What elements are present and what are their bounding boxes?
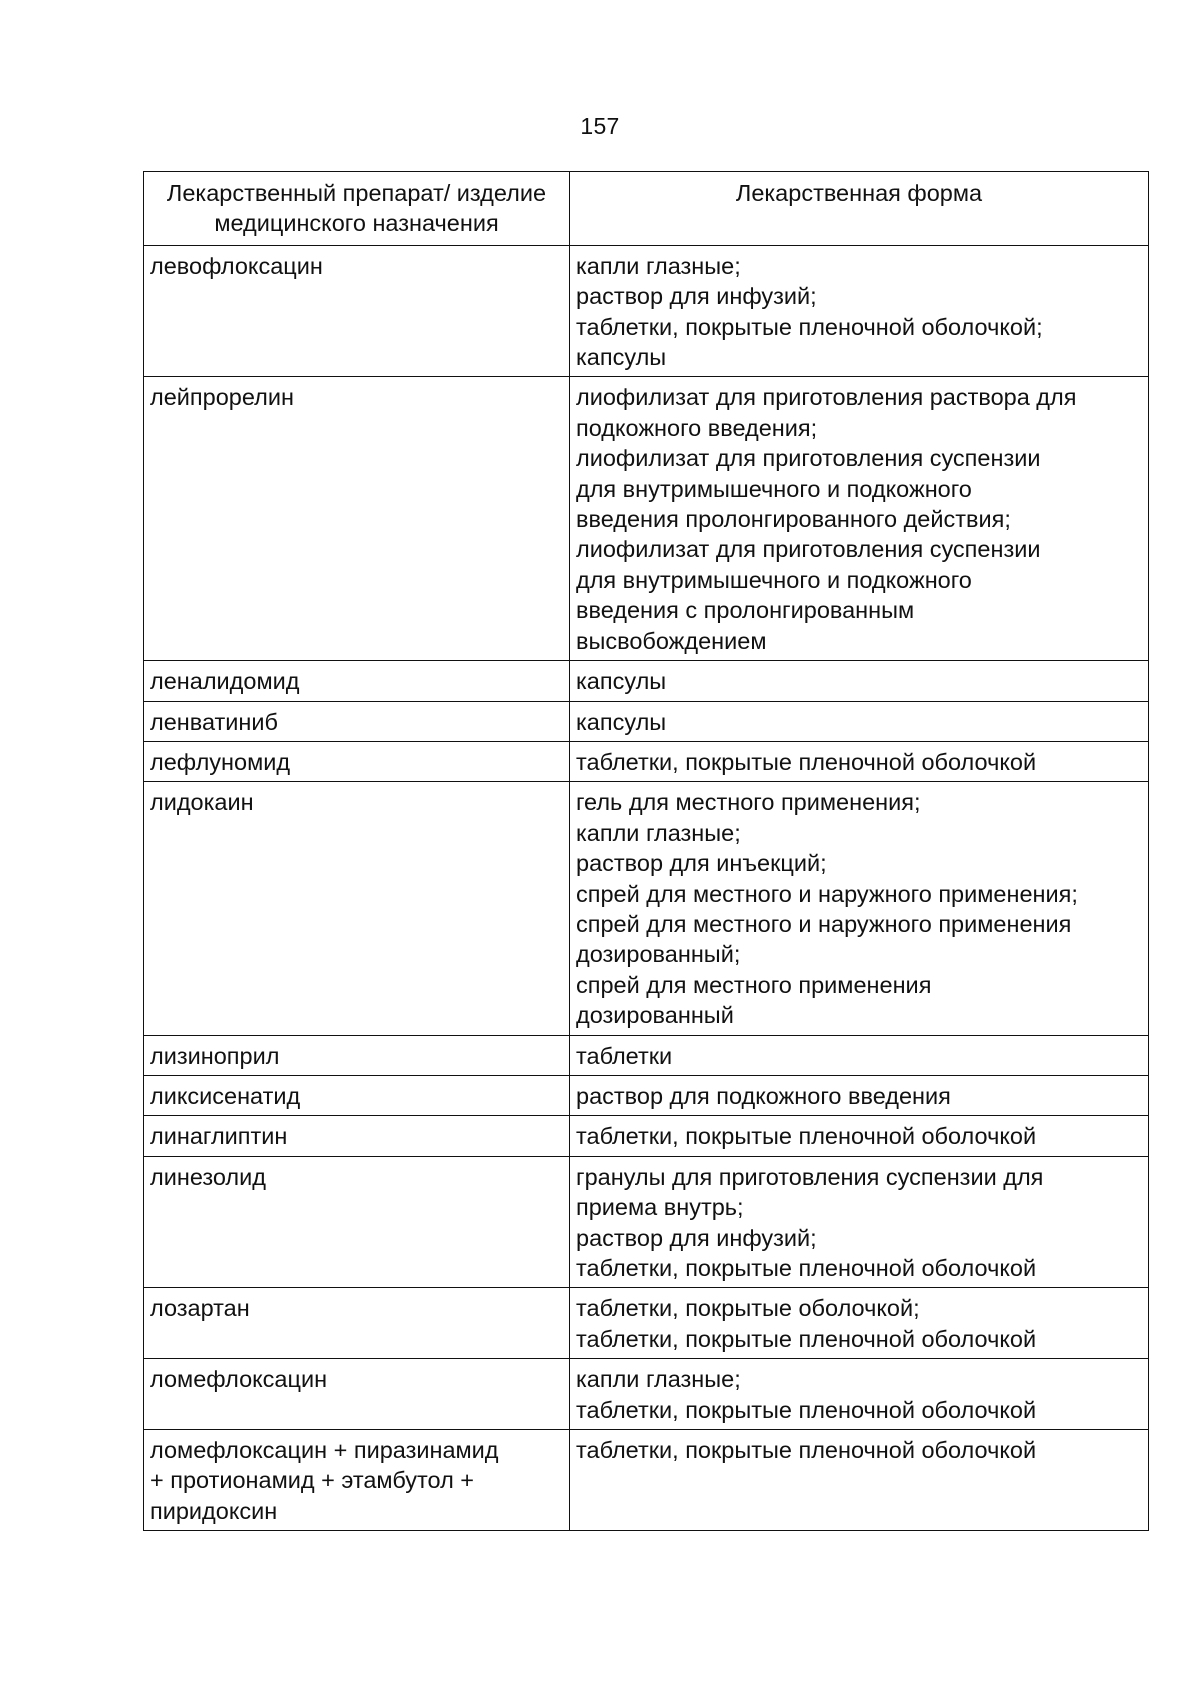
table-row xyxy=(144,1116,1149,1156)
drug-name: лозартан xyxy=(150,1295,250,1322)
dosage-form-line: капли глазные; xyxy=(576,1366,741,1393)
dosage-form-cell xyxy=(570,782,1149,1035)
drug-name-cell xyxy=(144,1075,570,1115)
dosage-form-cell xyxy=(570,741,1149,781)
drug-name-cell xyxy=(144,377,570,661)
drug-name-cell xyxy=(144,1116,570,1156)
drug-name: лефлуномид xyxy=(150,748,291,775)
drug-name: леналидомид xyxy=(150,668,300,695)
dosage-form-line: введения с пролонгированным xyxy=(576,597,915,624)
drug-name-cell xyxy=(144,1288,570,1359)
dosage-form-line: спрей для местного применения xyxy=(576,971,932,998)
drug-name: ломефлоксацин xyxy=(150,1366,328,1393)
dosage-form-line: таблетки, покрытые пленочной оболочкой xyxy=(576,748,1037,775)
table-header-row xyxy=(144,172,1149,246)
table-row xyxy=(144,782,1149,1035)
drug-name-line: ломефлоксацин + пиразинамид xyxy=(150,1437,499,1464)
dosage-form-cell xyxy=(570,1075,1149,1115)
dosage-form-line: гранулы для приготовления суспензии для xyxy=(576,1163,1044,1190)
dosage-form-line: капсулы xyxy=(576,668,667,695)
dosage-form-cell xyxy=(570,245,1149,377)
dosage-form-line: спрей для местного и наружного применения xyxy=(576,910,1072,937)
dosage-form-line: лиофилизат для приготовления суспензии xyxy=(576,536,1041,563)
drug-name-cell xyxy=(144,782,570,1035)
dosage-form-line: подкожного введения; xyxy=(576,414,818,441)
dosage-form-line: высвобождением xyxy=(576,627,767,654)
dosage-form-line: таблетки, покрытые пленочной оболочкой; xyxy=(576,313,1043,340)
dosage-form-line: приема внутрь; xyxy=(576,1194,744,1221)
dosage-form-line: капсулы xyxy=(576,344,667,371)
table-row xyxy=(144,1156,1149,1288)
dosage-form-line: дозированный xyxy=(576,1002,734,1029)
dosage-form-line: таблетки, покрытые пленочной оболочкой xyxy=(576,1396,1037,1423)
table-body xyxy=(144,245,1149,1530)
dosage-form-line: дозированный; xyxy=(576,941,741,968)
table-row xyxy=(144,701,1149,741)
drug-name-cell xyxy=(144,1430,570,1531)
drug-name: лидокаин xyxy=(150,789,254,816)
drug-name-cell xyxy=(144,741,570,781)
table-row xyxy=(144,661,1149,701)
drug-name: лизиноприл xyxy=(150,1042,280,1069)
drug-name-cell xyxy=(144,245,570,377)
dosage-form-line: лиофилизат для приготовления раствора для xyxy=(576,384,1077,411)
dosage-form-cell xyxy=(570,1035,1149,1075)
column-header-drug: Лекарственный препарат/ изделие медицинского назначения xyxy=(144,172,570,246)
dosage-form-line: раствор для подкожного введения xyxy=(576,1082,951,1109)
dosage-form-line: таблетки, покрытые пленочной оболочкой xyxy=(576,1437,1037,1464)
dosage-form-cell xyxy=(570,701,1149,741)
column-header-form: Лекарственная форма xyxy=(570,172,1149,246)
drug-name-cell xyxy=(144,1035,570,1075)
table-row xyxy=(144,1288,1149,1359)
dosage-form-line: спрей для местного и наружного применения; xyxy=(576,880,1078,907)
drug-name: ликсисенатид xyxy=(150,1082,301,1109)
drug-name: лейпрорелин xyxy=(150,384,294,411)
table-row xyxy=(144,1035,1149,1075)
table-row xyxy=(144,741,1149,781)
drug-name-line: пиридоксин xyxy=(150,1497,278,1524)
drug-table xyxy=(143,171,1149,1531)
dosage-form-cell xyxy=(570,1116,1149,1156)
dosage-form-line: таблетки, покрытые пленочной оболочкой xyxy=(576,1255,1037,1281)
dosage-form-cell xyxy=(570,1288,1149,1359)
dosage-form-cell xyxy=(570,1156,1149,1288)
drug-name: линаглиптин xyxy=(150,1123,288,1150)
table-row xyxy=(144,1075,1149,1115)
drug-name: ленватиниб xyxy=(150,708,278,735)
dosage-form-line: капсулы xyxy=(576,708,667,735)
table-row xyxy=(144,245,1149,377)
dosage-form-cell xyxy=(570,377,1149,661)
drug-name-cell xyxy=(144,1156,570,1288)
dosage-form-cell xyxy=(570,1359,1149,1430)
dosage-form-line: таблетки xyxy=(576,1042,673,1069)
table-row xyxy=(144,1430,1149,1531)
dosage-form-line: раствор для инфузий; xyxy=(576,1224,817,1251)
dosage-form-cell xyxy=(570,1430,1149,1531)
table-row xyxy=(144,377,1149,661)
dosage-form-line: капли глазные; xyxy=(576,819,741,846)
dosage-form-line: таблетки, покрытые оболочкой; xyxy=(576,1295,920,1322)
drug-name-line: + протионамид + этамбутол + xyxy=(150,1467,475,1494)
drug-name: линезолид xyxy=(150,1163,266,1190)
drug-name-cell xyxy=(144,661,570,701)
dosage-form-line: капли глазные; xyxy=(576,252,741,279)
dosage-form-line: введения пролонгированного действия; xyxy=(576,506,1011,533)
dosage-form-line: лиофилизат для приготовления суспензии xyxy=(576,445,1041,472)
table-row xyxy=(144,1359,1149,1430)
dosage-form-cell xyxy=(570,661,1149,701)
dosage-form-line: таблетки, покрытые пленочной оболочкой xyxy=(576,1123,1037,1150)
dosage-form-line: раствор для инъекций; xyxy=(576,850,827,877)
drug-name: левофлоксацин xyxy=(150,252,323,279)
dosage-form-line: раствор для инфузий; xyxy=(576,283,817,310)
dosage-form-line: для внутримышечного и подкожного xyxy=(576,475,972,502)
dosage-form-line: таблетки, покрытые пленочной оболочкой xyxy=(576,1325,1037,1352)
dosage-form-line: для внутримышечного и подкожного xyxy=(576,566,972,593)
page-number: 157 xyxy=(580,113,620,139)
dosage-form-line: гель для местного применения; xyxy=(576,789,921,816)
drug-name-cell xyxy=(144,701,570,741)
drug-name-cell xyxy=(144,1359,570,1430)
